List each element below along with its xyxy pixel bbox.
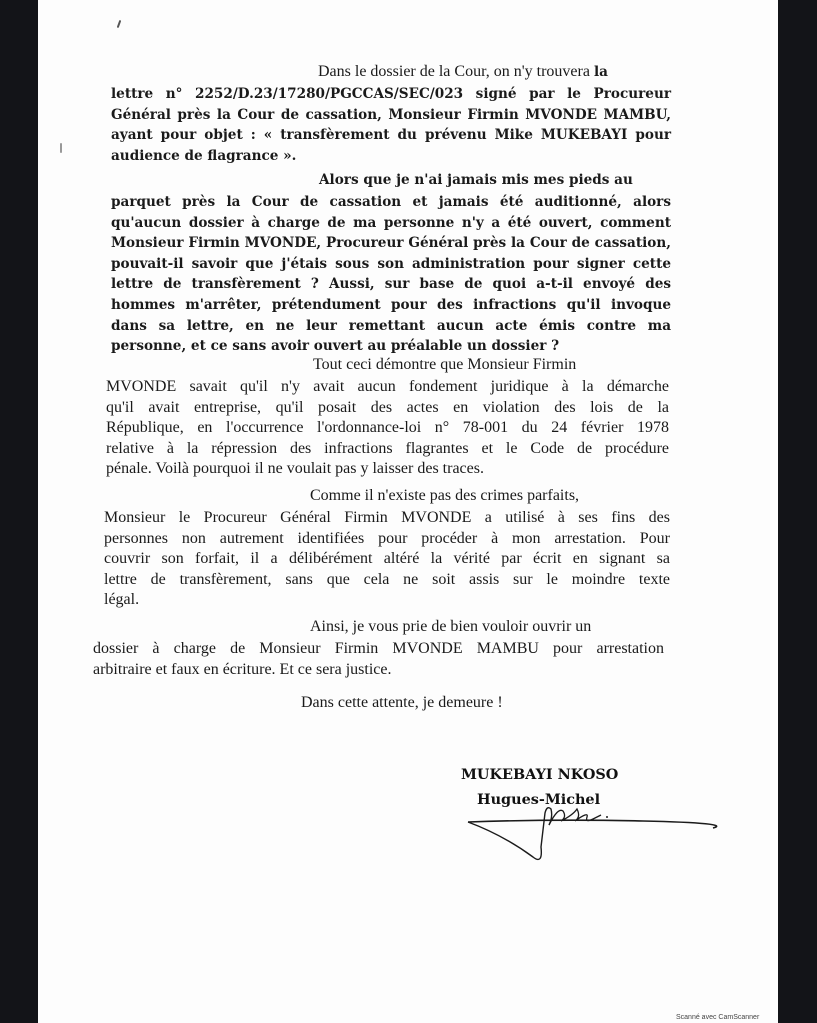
paragraph-1-lines [111,84,671,166]
paragraph-2-line-1: Alors que je n'ai jamais mis mes pieds au [319,172,633,188]
paragraph-2-line-7: hommes m'arrêter, prétendument pour des infractions qu'il invoque [111,296,671,313]
signature-given-names: Hugues-Michel [477,791,601,808]
paragraph-1-line-4: ayant pour objet : « transfèrement du prévenu Mike MUKEBAYI pour [111,127,671,144]
paragraph-5-line-3: arbitraire et faux en écriture. Et ce sera justice. [93,660,392,678]
paragraph-4-line-2: Monsieur le Procureur Général Firmin MVONDE a utilisé à ses fins des [104,509,670,526]
paragraph-2-line-5: pouvait-il savoir que j'étais sous son administration pour signer cette [111,255,671,272]
paragraph-4-line-6: légal. [104,591,140,609]
paragraph-1-line-5: audience de flagrance ». [111,147,297,164]
paragraph-2-line-9: personne, et ce sans avoir ouvert au préalable un dossier ? [111,338,560,355]
handwritten-signature-icon [463,795,723,875]
paragraph-2-line-6: lettre de transfèrement ? Aussi, sur base de quoi a-t-il envoyé des [111,276,671,293]
paragraph-3-line-1: Tout ceci démontre que Monsieur Firmin [313,356,577,373]
paragraph-4-line-5: lettre de transfèrement, sans que cela ne soit assis sur le moindre texte [104,570,670,588]
paragraph-4-line-3: personnes non autrement identifiées pour procéder à mon arrestation. Pour [104,529,670,547]
document-page [38,0,778,1023]
paragraph-1-line-1-text: Dans le dossier de la Cour, on n'y trouvera [318,63,594,80]
scan-mark [60,143,62,153]
paragraph-1-line-2: lettre n° 2252/D.23/17280/PGCCAS/SEC/023 signé par le Procureur [111,86,671,102]
paragraph-1-line-3: Général près la Cour de cassation, Monsieur Firmin MVONDE MAMBU, [111,106,671,123]
paragraph-1-bold-tail: la [593,64,608,80]
paragraph-3-line-3: qu'il avait entreprise, qu'il posait des actes en violation des lois de la [106,398,669,416]
paragraph-1-line-1 [318,62,608,83]
paragraph-2-line-2: parquet près la Cour de cassation et jamais été auditionné, alors [111,194,671,210]
paragraph-3-line-6: pénale. Voilà pourquoi il ne voulait pas y laisser des traces. [106,460,484,478]
paragraph-4-line-4: couvrir son forfait, il a délibérément altéré la vérité par écrit en signant sa [104,550,670,568]
paragraph-2-line-3: qu'aucun dossier à charge de ma personne n'y a été ouvert, comment [111,214,671,231]
paragraph-5-line-1: Ainsi, je vous prie de bien vouloir ouvrir un [310,618,592,635]
closing-line: Dans cette attente, je demeure ! [301,694,503,711]
paragraph-3-line-4: République, en l'occurrence l'ordonnance-loi n° 78-001 du 24 février 1978 [106,419,669,437]
paragraph-2-line-8: dans sa lettre, en ne leur remettant aucun acte émis contre ma [111,317,671,334]
scan-mark [117,20,122,28]
paragraph-2-lines [111,192,671,357]
paragraph-5-lines [93,639,664,680]
camscanner-watermark: Scanné avec CamScanner [676,1014,760,1021]
signature-surname: MUKEBAYI NKOSO [461,766,619,783]
paragraph-5-line-2: dossier à charge de Monsieur Firmin MVONDE MAMBU pour arrestation [93,640,664,657]
paragraph-4-lines [104,508,670,611]
paragraph-3-line-2: MVONDE savait qu'il n'y avait aucun fondement juridique à la démarche [106,378,669,395]
paragraph-3-line-5: relative à la répression des infractions flagrantes et le Code de procédure [106,439,669,457]
paragraph-2-line-4: Monsieur Firmin MVONDE, Procureur Général près la Cour de cassation, [111,235,671,252]
paragraph-4-line-1: Comme il n'existe pas des crimes parfaits, [310,487,580,504]
paragraph-3-lines [106,377,669,480]
